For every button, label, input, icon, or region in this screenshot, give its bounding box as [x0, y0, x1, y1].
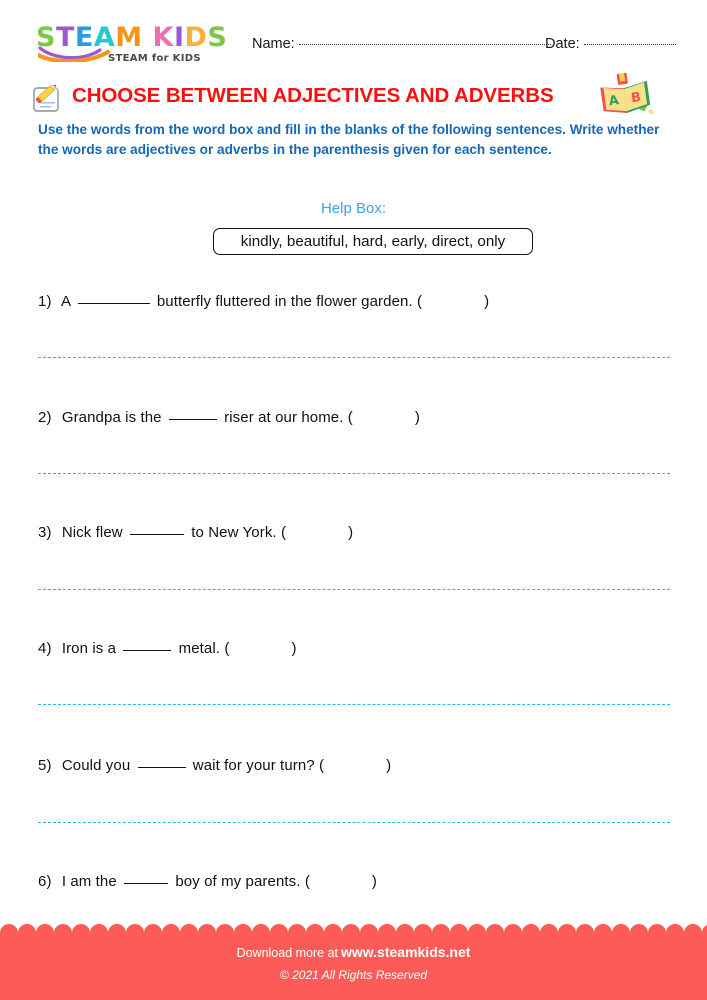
question-text-before-blank: Nick flew: [57, 524, 127, 541]
question-number: 3): [38, 524, 52, 541]
logo-letter-1: T: [55, 22, 75, 53]
question-number: 1): [38, 293, 52, 310]
paren-open: (: [417, 293, 423, 310]
steam-kids-logo: [36, 24, 232, 72]
answer-blank[interactable]: [130, 534, 184, 535]
paren-open: (: [224, 640, 230, 657]
name-label: Name:: [252, 36, 295, 52]
answer-blank[interactable]: [169, 419, 217, 420]
question-separator: [38, 704, 670, 705]
logo-letter-0: S: [36, 22, 56, 53]
question-4: [38, 640, 297, 657]
paren-close: ): [484, 293, 490, 310]
question-separator: [38, 357, 670, 358]
name-input-line[interactable]: [299, 44, 551, 45]
paren-open: (: [347, 409, 353, 426]
paren-close: ): [414, 409, 420, 426]
date-input-line[interactable]: [584, 44, 676, 45]
help-box-words: kindly, beautiful, hard, early, direct, only: [240, 233, 506, 250]
logo-tagline: STEAM for KIDS: [108, 53, 201, 64]
help-box: [213, 228, 533, 255]
question-3: [38, 524, 353, 541]
logo-letter-6: K: [152, 22, 174, 53]
paren-open: (: [319, 757, 325, 774]
logo-letter-7: I: [173, 22, 185, 53]
paren-close: ): [386, 757, 392, 774]
logo-letter-4: M: [115, 22, 143, 53]
footer-url[interactable]: www.steamkids.net: [341, 944, 471, 960]
logo-letter-9: S: [207, 22, 228, 53]
date-field[interactable]: [545, 36, 676, 52]
question-text-after-blank: butterfly fluttered in the flower garden.: [152, 293, 417, 310]
question-number: 6): [38, 873, 52, 890]
page-title: CHOOSE BETWEEN ADJECTIVES AND ADVERBS: [72, 84, 554, 107]
question-text-after-blank: metal.: [174, 640, 225, 657]
footer-scallop-edge: [0, 923, 707, 935]
question-6: [38, 873, 377, 890]
question-text-after-blank: to New York.: [187, 524, 281, 541]
question-text-after-blank: boy of my parents.: [171, 873, 305, 890]
logo-letter-3: A: [93, 22, 116, 53]
question-separator: [38, 473, 670, 474]
question-separator: [38, 589, 670, 590]
question-number: 2): [38, 409, 52, 426]
answer-blank[interactable]: [78, 303, 150, 304]
paren-close: ): [348, 524, 354, 541]
paren-open: (: [304, 873, 310, 890]
question-separator: [38, 822, 670, 823]
paren-open: (: [280, 524, 287, 541]
note-pencil-icon: [30, 80, 66, 116]
question-5: [38, 757, 391, 774]
help-box-label: Help Box:: [320, 200, 387, 217]
instructions-text: Use the words from the word box and fill in the blanks of the following sentences. Write whether the words are adjectives or adverbs in the parenthesis given for each sentence.: [38, 122, 660, 157]
footer-download-line: [0, 944, 707, 960]
logo-letter-2: E: [74, 22, 94, 53]
paren-close: ): [371, 873, 378, 890]
logo-letter-8: D: [184, 22, 208, 53]
header: [0, 24, 707, 72]
question-number: 5): [38, 757, 52, 774]
question-1: [38, 293, 489, 310]
question-text-before-blank: Iron is a: [57, 640, 121, 657]
question-text-before-blank: I am the: [57, 873, 122, 890]
question-text-before-blank: Could you: [57, 757, 135, 774]
date-label: Date:: [545, 36, 580, 52]
svg-text:B: B: [630, 89, 643, 107]
footer: [0, 932, 707, 1000]
answer-blank[interactable]: [138, 767, 186, 768]
footer-download-text: Download more at: [236, 946, 339, 960]
logo-wordmark: [36, 24, 232, 51]
open-book-ab-icon: [598, 72, 654, 120]
footer-copyright: © 2021 All Rights Reserved: [279, 968, 428, 982]
question-number: 4): [38, 640, 52, 657]
answer-blank[interactable]: [123, 650, 171, 651]
question-text-before-blank: Grandpa is the: [57, 409, 166, 426]
title-row: [0, 78, 707, 122]
svg-text:A: A: [607, 93, 620, 110]
question-2: [38, 409, 420, 426]
question-text-before-blank: A: [57, 293, 75, 310]
answer-blank[interactable]: [124, 883, 168, 884]
question-text-after-blank: wait for your turn?: [188, 757, 320, 774]
name-field[interactable]: [252, 36, 551, 52]
paren-close: ): [291, 640, 297, 657]
question-text-after-blank: riser at our home.: [219, 409, 348, 426]
logo-letter-5: [143, 24, 153, 51]
